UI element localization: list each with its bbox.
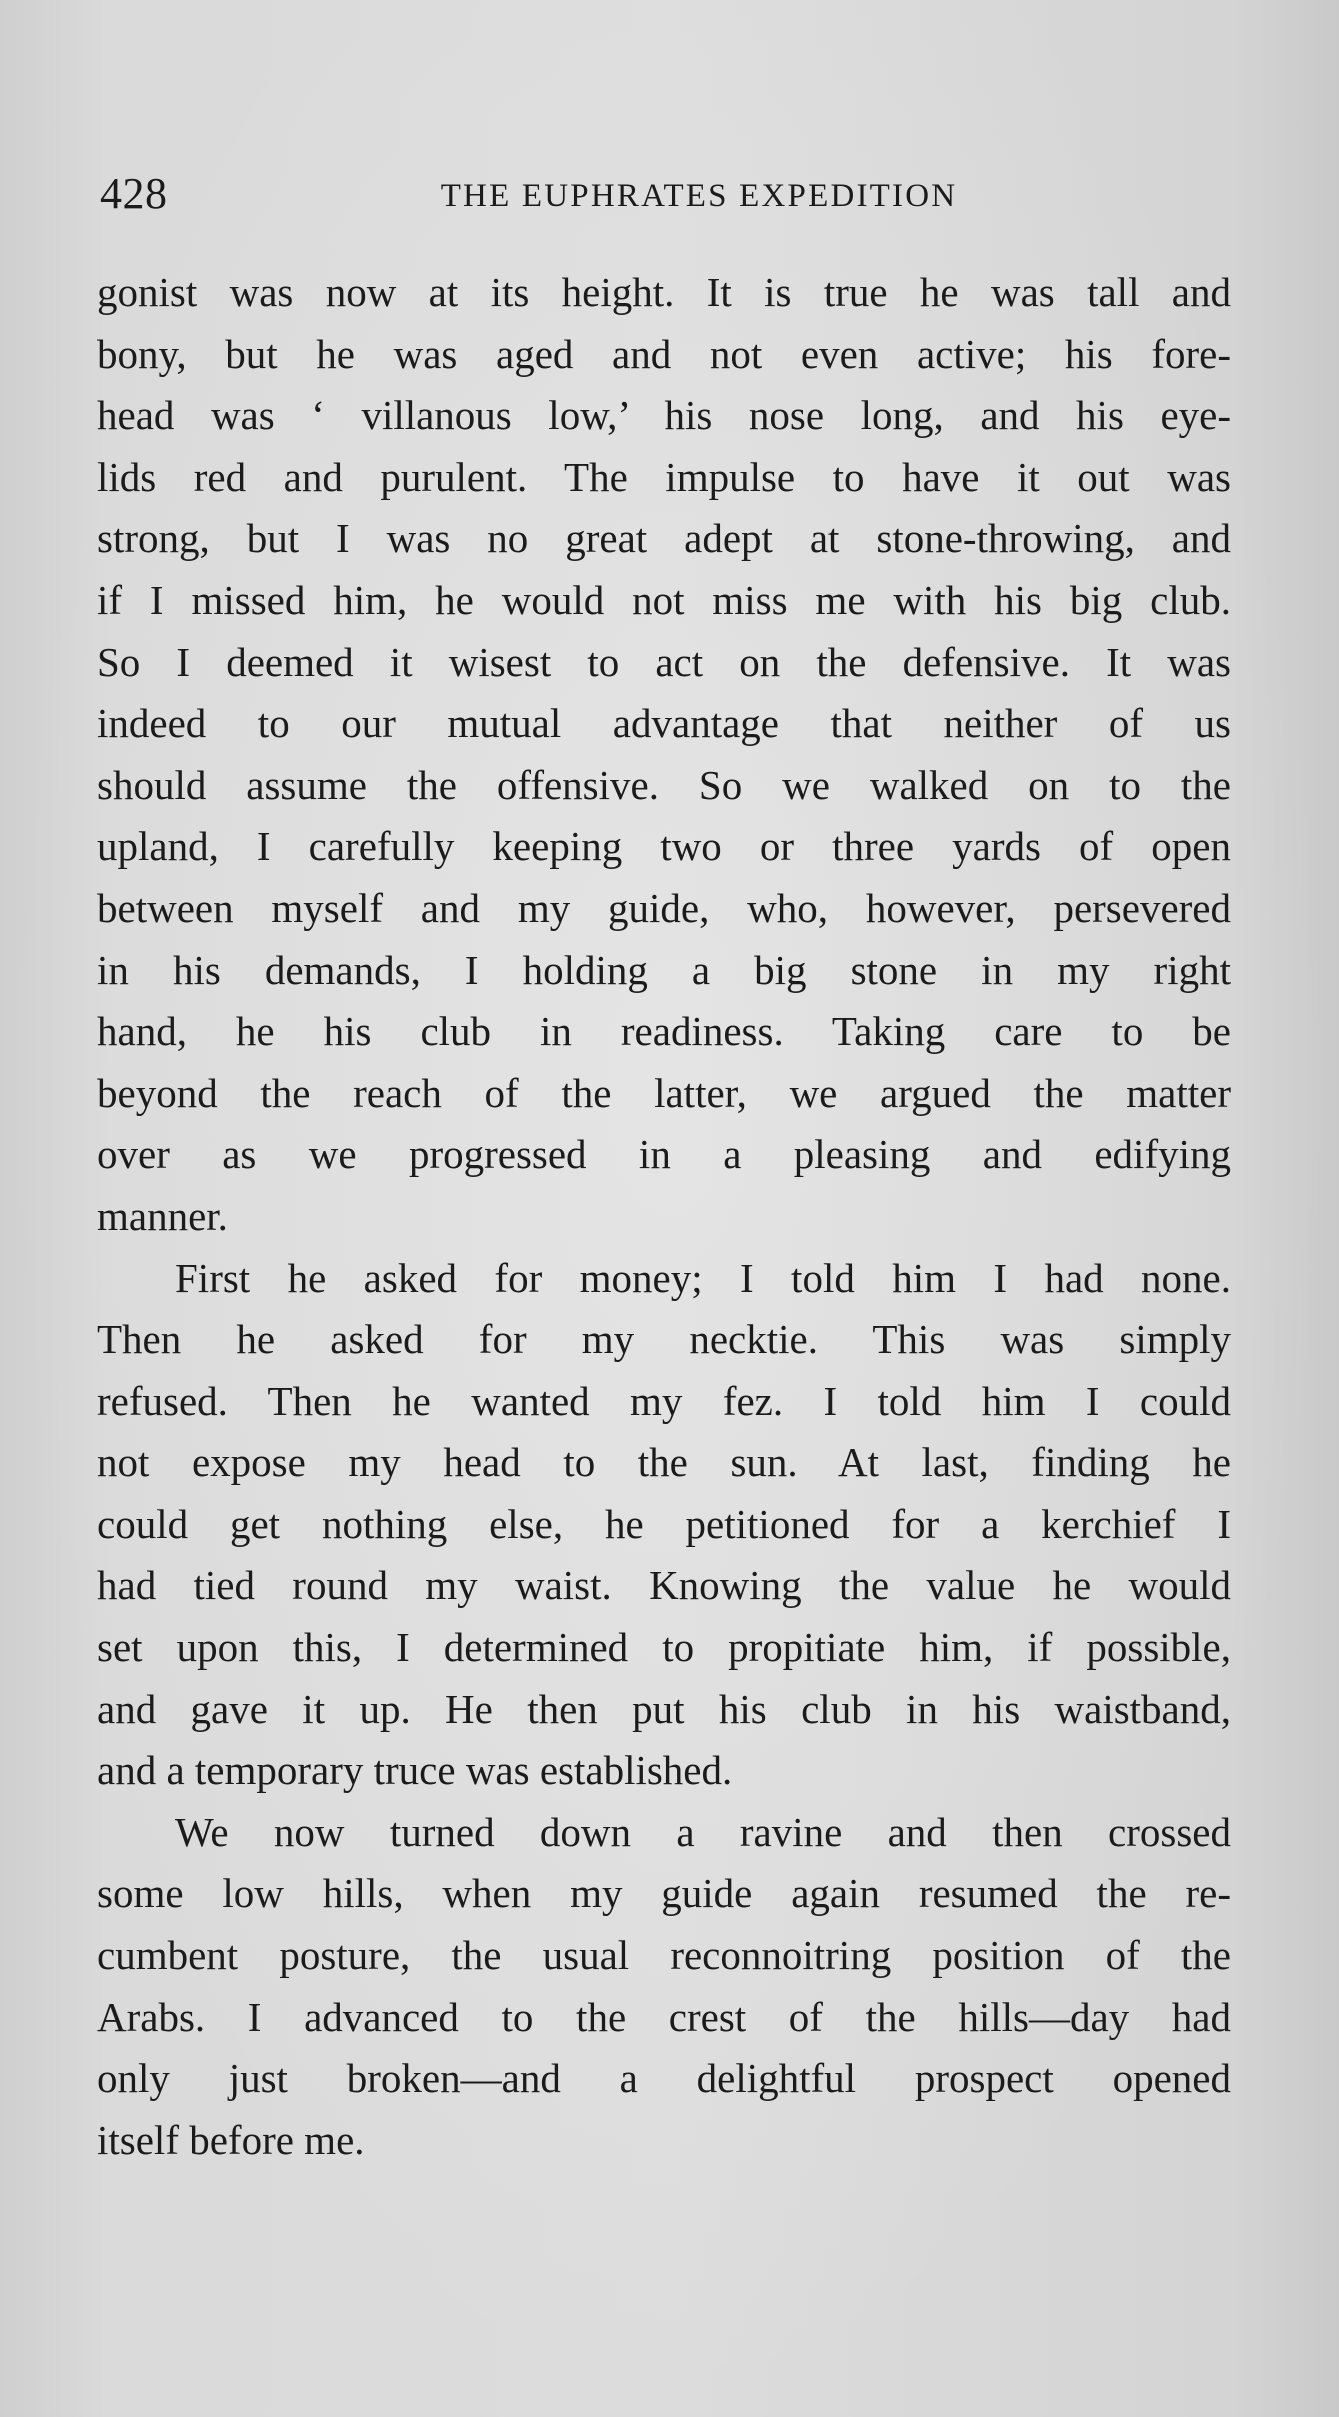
text-line: We now turned down a ravine and then crossed xyxy=(175,1808,1231,1855)
text-line: refused. Then he wanted my fez. I told him I could xyxy=(97,1377,1231,1424)
text-line: had tied round my waist. Knowing the value he would xyxy=(97,1562,1231,1609)
text-line: and a temporary truce was established. xyxy=(97,1747,733,1794)
text-line: Arabs. I advanced to the crest of the hills—day had xyxy=(97,1993,1231,2040)
text-line: head was ‘ villanous low,’ his nose long, and his eye- xyxy=(97,392,1231,439)
body-text xyxy=(97,262,1231,2171)
paragraph-2 xyxy=(97,1248,1231,1802)
text-line: gonist was now at its height. It is true he was tall and xyxy=(97,269,1231,315)
text-line: beyond the reach of the latter, we argued the matter xyxy=(97,1069,1231,1116)
text-line: lids red and purulent. The impulse to have it out was xyxy=(97,453,1231,500)
text-line: bony, but he was aged and not even active; his fore- xyxy=(97,330,1231,377)
text-line: itself before me. xyxy=(97,2116,365,2163)
text-line: Then he asked for my necktie. This was simply xyxy=(97,1316,1231,1363)
text-line: between myself and my guide, who, however, persevered xyxy=(97,884,1231,931)
text-line: over as we progressed in a pleasing and edifying xyxy=(97,1131,1231,1178)
text-line: in his demands, I holding a big stone in my right xyxy=(97,946,1231,993)
running-head: THE EUPHRATES EXPEDITION xyxy=(440,178,958,214)
text-line: some low hills, when my guide again resumed the re- xyxy=(97,1870,1231,1917)
text-line: should assume the offensive. So we walked on to the xyxy=(97,761,1231,808)
text-line: not expose my head to the sun. At last, finding he xyxy=(97,1439,1231,1486)
text-line: could get nothing else, he petitioned for a kerchief I xyxy=(97,1500,1231,1547)
text-line: only just broken—and a delightful prospect opened xyxy=(97,2055,1231,2102)
text-line: set upon this, I determined to propitiate him, if possible, xyxy=(97,1624,1231,1671)
text-line: hand, he his club in readiness. Taking care to be xyxy=(97,1008,1231,1055)
text-line: indeed to our mutual advantage that neither of us xyxy=(97,700,1231,747)
paragraph-3 xyxy=(97,1802,1231,2172)
text-line: So I deemed it wisest to act on the defensive. It was xyxy=(97,638,1231,685)
text-line: manner. xyxy=(97,1192,228,1239)
text-line: if I missed him, he would not miss me with his big club. xyxy=(97,576,1231,623)
page-number: 428 xyxy=(100,169,168,218)
text-line: cumbent posture, the usual reconnoitring position of the xyxy=(97,1932,1231,1979)
text-line: First he asked for money; I told him I had none. xyxy=(175,1254,1231,1301)
paragraph-1 xyxy=(97,262,1231,1248)
text-line: and gave it up. He then put his club in his waistband, xyxy=(97,1685,1231,1732)
text-line: strong, but I was no great adept at stone-throwing, and xyxy=(97,515,1231,562)
text-line: upland, I carefully keeping two or three yards of open xyxy=(97,823,1231,870)
page-header xyxy=(100,168,1234,228)
